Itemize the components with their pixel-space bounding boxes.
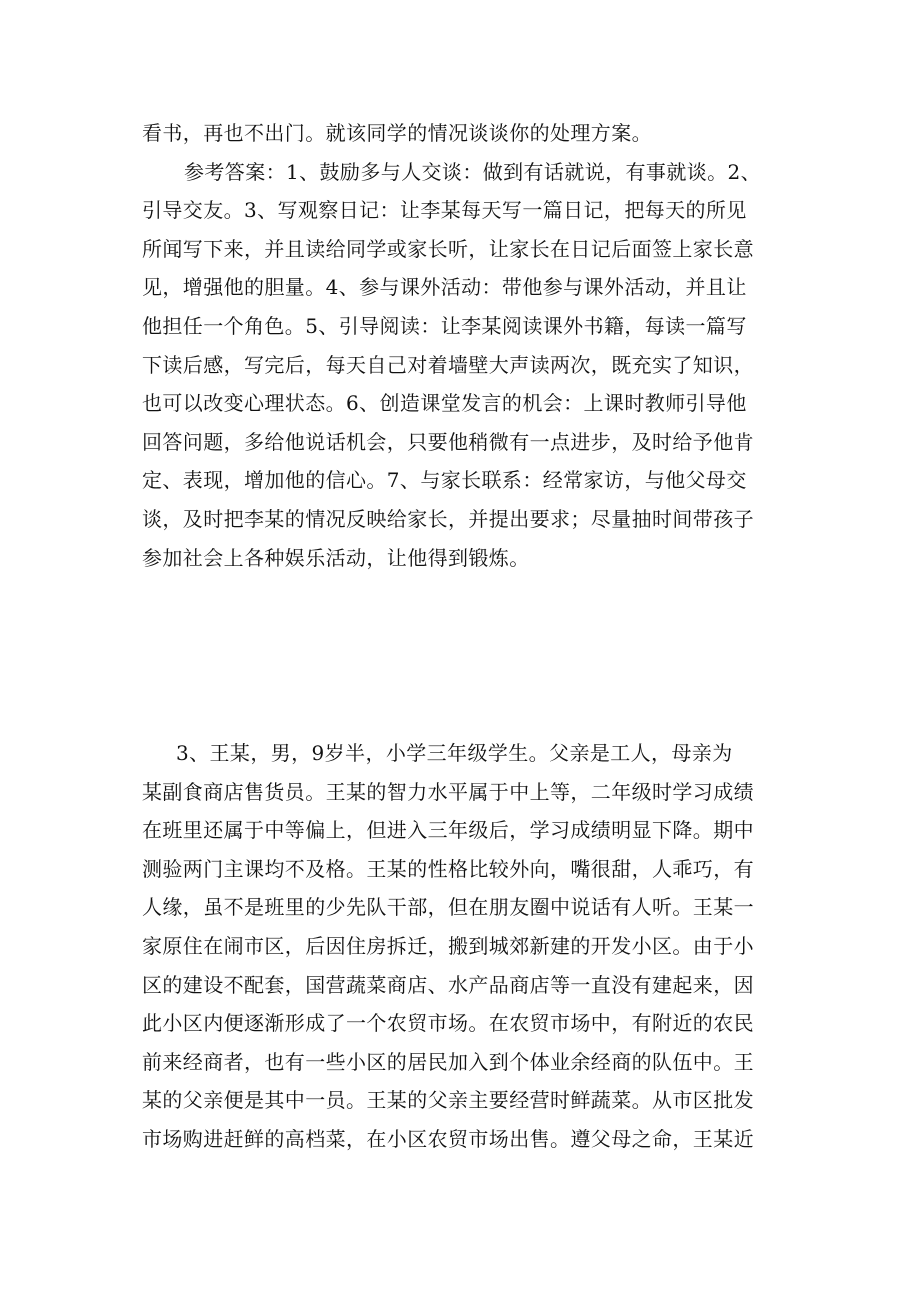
text-block-top [142,114,782,577]
text-block-bottom [142,734,782,1159]
text-line: 某副食商店售货员。王某的智力水平属于中上等，二年级时学习成绩 [142,779,754,804]
text-line: 谈，及时把李某的情况反映给家长，并提出要求；尽量抽时间带孩子 [142,506,754,531]
text-line: 见，增强他的胆量。4、参与课外活动：带他参与课外活动，并且让 [142,275,747,300]
text-line: 此小区内便逐渐形成了一个农贸市场。在农贸市场中，有附近的农民 [142,1011,754,1036]
text-line: 所闻写下来，并且读给同学或家长听，让家长在日记后面签上家长意 [142,236,754,261]
paragraph-case3 [142,734,782,1159]
text-line: 他担任一个角色。5、引导阅读：让李某阅读课外书籍，每读一篇写 [142,313,747,338]
text-line: 定、表现，增加他的信心。7、与家长联系：经常家访，与他父母交 [142,468,747,493]
text-line: 引导交友。3、写观察日记：让李某每天写一篇日记，把每天的所见 [142,198,747,223]
paragraph-case2-tail [142,114,782,153]
text-line: 在班里还属于中等偏上，但进入三年级后，学习成绩明显下降。期中 [142,818,754,843]
text-line: 前来经商者，也有一些小区的居民加入到个体业余经商的队伍中。王 [142,1049,754,1074]
text-line: 家原住在闹市区，后因住房拆迁，搬到城郊新建的开发小区。由于小 [142,933,754,958]
text-line: 回答问题，多给他说话机会，只要他稍微有一点进步，及时给予他肯 [142,429,754,454]
text-line: 下读后感，写完后，每天自己对着墙壁大声读两次，既充实了知识， [142,352,754,377]
text-line: 参加社会上各种娱乐活动，让他得到锻炼。 [142,545,530,570]
text-line: 某的父亲便是其中一员。王某的父亲主要经营时鲜蔬菜。从市区批发 [142,1088,754,1113]
text-line: 参考答案：1、鼓励多与人交谈：做到有话就说，有事就谈。2、 [184,159,762,184]
text-line: 测验两门主课均不及格。王某的性格比较外向，嘴很甜，人乖巧，有 [142,856,754,881]
text-line: 市场购进赶鲜的高档菜，在小区农贸市场出售。遵父母之命，王某近 [142,1126,754,1151]
text-line: 区的建设不配套，国营蔬菜商店、水产品商店等一直没有建起来，因 [142,972,754,997]
text-line: 看书，再也不出门。就该同学的情况谈谈你的处理方案。 [142,121,652,145]
text-line: 3、王某，男，9岁半，小学三年级学生。父亲是工人，母亲为 [176,741,733,765]
text-line: 也可以改变心理状态。6、创造课堂发言的机会：上课时教师引导他 [142,391,747,416]
paragraph-case2-answer [142,153,782,578]
text-line: 人缘，虽不是班里的少先队干部，但在朋友圈中说话有人听。王某一 [142,895,754,920]
